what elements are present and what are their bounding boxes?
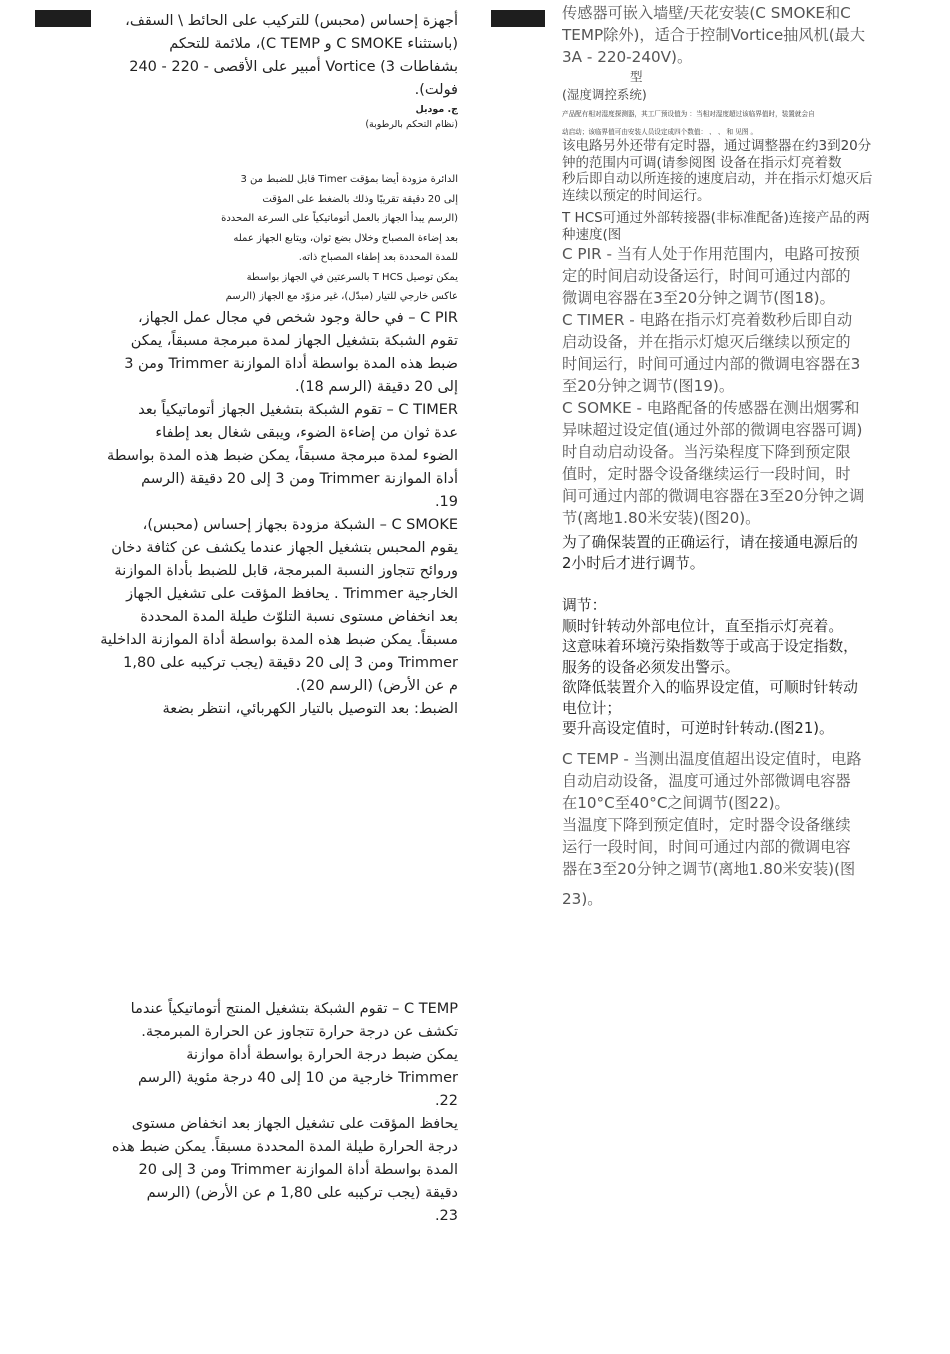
- chinese-pir-section: [562, 243, 950, 309]
- chinese-smoke-line: 间可通过内部的微调电容器在3至20分钟之调: [562, 487, 865, 506]
- chinese-temp-line: 自动启动设备，温度可通过外部微调电容器: [562, 771, 851, 790]
- chinese-tiny-line: 产品配有相对湿度探测器，其工厂预设值为 ：当相对湿度超过该临界值时，装置就会自: [562, 110, 815, 118]
- chinese-timer-line: 该电路另外还带有定时器，通过调整器在约3到20分: [562, 138, 872, 154]
- chinese-hcs-line: T HCS可通过外部转接器(非标准配备)连接产品的两: [562, 209, 870, 226]
- arabic-timer-line: للمدة المحددة بعد إطفاء المصباح ذاته.: [298, 252, 458, 263]
- arabic-temp-section: [98, 998, 458, 1113]
- arabic-timer-section: [98, 170, 458, 307]
- arabic-timer-line: يمكن توصيل T HCS بالسرعتين في الجهاز بواسطة: [246, 271, 458, 283]
- chinese-timer-section: [562, 138, 950, 205]
- arabic-timer-line: بعد إضاءة المصباح وخلال بضع ثوان، ويتابع الجهاز عمله: [233, 232, 458, 244]
- arabic-intro-line: أجهزة إحساس (محبس) للتركيب على الحائط \ السقف،: [125, 13, 458, 29]
- chinese-temp-line: 在10°C至40°C之间调节(图22)。: [562, 793, 790, 812]
- arabic-pir-line: C PIR – في حالة وجود شخص في مجال عمل الجهاز،: [137, 309, 458, 326]
- chinese-timer2-line: 至20分钟之调节(图19)。: [562, 377, 735, 396]
- arabic-timer2-line: 19.: [434, 493, 458, 510]
- chinese-timer-line: 连续以预定的时间运行。: [562, 188, 711, 205]
- chinese-timer-line: 钟的范围内可调(请参阅图 设备在指示灯亮着数: [562, 154, 842, 171]
- arabic-temp-line: تكشف عن درجة حرارة تتجاوز عن الحرارة المبرمجة.: [141, 1024, 458, 1040]
- arabic-smoke-line: الضبط: بعد التوصيل بالتيار الكهربائي، انتظر بضعة: [162, 700, 458, 717]
- chinese-hcs-line: 种速度(图: [562, 226, 622, 243]
- arabic-pir-line: إلى 20 دقيقة (الرسم 18).: [295, 378, 458, 395]
- arabic-smoke-line: C SMOKE – الشبكة مزودة بجهاز إحساس (محبس)،: [142, 516, 458, 533]
- chinese-pir-line: 定的时间启动设备运行，时间可通过内部的: [562, 267, 851, 286]
- arabic-smoke-line: م عن الأرض) (الرسم 20).: [295, 677, 458, 694]
- chinese-pir-line: 微调电容器在3至20分钟之调节(图18)。: [562, 289, 835, 308]
- arabic-timer2-line: عدة ثوان من إضاءة الضوء، ويبقى شغال بعد إطفاء: [155, 424, 458, 441]
- chinese-smoke-line: 值时，定时器令设备继续运行一段时间，时: [562, 465, 851, 484]
- arabic-timer2-line: أداة الموازنة Trimmer ومن 3 إلى 20 دقيقة (الرسم: [141, 470, 458, 487]
- arabic-smoke-line: الخارجية Trimmer . يحافظ المؤقت على تشغيل الجهاز: [126, 585, 458, 602]
- arabic-smoke-line: وروائح تتجاوز النسبة المبرمجة، قابل للضبط بأداة الموازنة: [114, 562, 458, 579]
- arabic-temp-timer-line: المدة بواسطة أداة الموازنة Trimmer ومن 3 إلى 20: [138, 1162, 458, 1178]
- chinese-column: [562, 2, 950, 910]
- arabic-intro-line: بشفاطات Vortice (3 أمبير على الأقصى - 220 - 240: [129, 59, 458, 75]
- chinese-hcs-section: [562, 210, 950, 243]
- arabic-timer-line: عاكس خارجي للتيار (مبدّل)، غير مزوّد مع الجهاز (الرسم: [225, 291, 458, 302]
- chinese-intro: [562, 2, 950, 68]
- arabic-temp-timer-line: يحافظ المؤقت على تشغيل الجهاز بعد انخفاض مستوى: [131, 1116, 458, 1132]
- chinese-adjust-line: 电位计；: [562, 699, 622, 717]
- chinese-warmup-line: 2小时后才进行调节。: [562, 554, 705, 572]
- arabic-timer-line: (الرسم يبدأ الجهاز بالعمل أتوماتيكياً على السرعة المحددة: [221, 213, 458, 224]
- chinese-temp-line: 器在3至20分钟之调节(离地1.80米安装)(图: [562, 859, 856, 878]
- black-label-bar-right: [491, 10, 545, 27]
- arabic-temp-timer-line: درجة الحرارة طيلة المدة المحددة مسبقاً. يمكن ضبط هذه: [111, 1139, 458, 1155]
- chinese-adjust-line: 顺时针转动外部电位计，直至指示灯亮着。: [562, 617, 844, 635]
- chinese-temp-section: [562, 748, 950, 880]
- arabic-timer-line: إلى 20 دقيقة تقريبًا وذلك بالضغط على المؤقت: [262, 193, 458, 205]
- arabic-temp-timer-line: دقيقة (يجب تركيبه على 1,80 م عن الأرض) (الرسم: [146, 1185, 458, 1201]
- arabic-smoke-line: يقوم المحبس بتشغيل الجهاز عندما يكشف عن كثافة دخان: [111, 539, 458, 556]
- arabic-column-top: [98, 10, 458, 721]
- chinese-temp-line: 运行一段时间，时间可通过内部的微调电容: [562, 837, 851, 856]
- chinese-smoke-section: [562, 397, 950, 529]
- chinese-model-sub: (湿度调控系统): [562, 87, 647, 102]
- arabic-temp-line: C TEMP – تقوم الشبكة بتشغيل المنتج أتوماتيكياً عندما: [130, 1001, 458, 1017]
- chinese-smoke-line: C SOMKE - 电路配备的传感器在测出烟雾和: [562, 399, 860, 418]
- arabic-column-bottom: [98, 998, 458, 1228]
- chinese-smoke-line: 节(离地1.80米安装)(图20)。: [562, 509, 761, 528]
- chinese-adjust-line: 要升高设定值时，可逆时针转动.(图21)。: [562, 720, 834, 738]
- arabic-pir-section: [98, 307, 458, 399]
- chinese-intro-line: TEMP除外)，适合于控制Vortice抽风机(最大: [562, 26, 866, 44]
- chinese-timer2-line: 启动设备，并在指示灯熄灭后继续以预定的: [562, 333, 851, 352]
- chinese-timer2-section: [562, 309, 950, 397]
- arabic-pir-line: ضبط هذه المدة بواسطة أداة الموازنة Trimmer ومن 3: [124, 355, 458, 372]
- chinese-temp-line: C TEMP - 当测出温度值超出设定值时，电路: [562, 749, 862, 768]
- chinese-adjust-section: [562, 617, 950, 740]
- arabic-smoke-line: مسبقاً. يمكن ضبط هذه المدة بواسطة أداة الموازنة الداخلية: [100, 631, 458, 648]
- arabic-timer2-line: C TIMER – تقوم الشبكة بتشغيل الجهاز أتوماتيكياً بعد: [138, 401, 458, 418]
- arabic-timer2-line: الضوء لمدة مبرمجة مسبقاً، يمكن ضبط هذه المدة بواسطة: [107, 447, 458, 464]
- arabic-temp-timer-section: [98, 1113, 458, 1228]
- chinese-temp-line: 当温度下降到预定值时，定时器令设备继续: [562, 815, 851, 834]
- arabic-pir-line: تقوم الشبكة بتشغيل الجهاز لمدة مبرمجة مسبقاً، يمكن: [130, 332, 458, 349]
- chinese-warmup-line: 为了确保装置的正确运行，请在接通电源后的: [562, 534, 858, 552]
- arabic-smoke-line: Trimmer ومن 3 إلى 20 دقيقة (يجب تركيبه على 1,80: [123, 654, 458, 671]
- arabic-intro-line: (باستثناء C SMOKE و C TEMP)، ملائمة للتحكم: [169, 36, 458, 52]
- chinese-pir-line: C PIR - 当有人处于作用范围内，电路可按预: [562, 245, 860, 264]
- chinese-adjust-line: 这意味着环境污染指数等于或高于设定指数，: [562, 638, 858, 656]
- arabic-temp-timer-line: 23.: [434, 1208, 458, 1224]
- arabic-smoke-line: بعد انخفاض مستوى نسبة التلوّث طيلة المدة المحددة: [140, 608, 458, 625]
- chinese-timer-line: 秒后即自动以所连接的速度启动，并在指示灯熄灭后: [562, 171, 873, 188]
- chinese-timer2-line: C TIMER - 电路在指示灯亮着数秒后即自动: [562, 311, 853, 330]
- chinese-adjust-title: 调节：: [562, 597, 607, 615]
- chinese-intro-line: 传感器可嵌入墙壁/天花安装(C SMOKE和C: [562, 4, 851, 22]
- chinese-adjust-line: 欲降低装置介入的临界设定值，可顺时针转动: [562, 679, 858, 697]
- arabic-model-subheading: (نظام التحكم بالرطوبة): [365, 119, 458, 130]
- arabic-smoke-section: [98, 514, 458, 721]
- chinese-temp-end: 23)。: [562, 889, 603, 908]
- black-label-bar-left: [35, 10, 91, 27]
- arabic-model-heading: ج. موديل: [415, 104, 458, 115]
- arabic-intro: [98, 10, 458, 102]
- arabic-temp-line: يمكن ضبط درجة الحرارة بواسطة أداة موازنة: [186, 1047, 458, 1063]
- arabic-timer2-section: [98, 399, 458, 514]
- arabic-temp-line: Trimmer خارجية من 10 إلى 40 درجة مئوية (الرسم: [137, 1070, 458, 1086]
- chinese-intro-line: 3A - 220-240V)。: [562, 48, 693, 66]
- chinese-timer2-line: 时间运行，时间可通过内部的微调电容器在3: [562, 355, 861, 374]
- chinese-tiny-line: 动启动；该临界值可由安装人员设定成四个数值： 、 、 和 见图 。: [562, 128, 758, 136]
- arabic-intro-line: فولت).: [414, 82, 458, 98]
- chinese-adjust-line: 服务的设备必须发出警示。: [562, 658, 740, 676]
- chinese-smoke-line: 异味超过设定值(通过外部的微调电容器可调): [562, 421, 863, 440]
- chinese-smoke-line: 时自动启动设备。当污染程度下降到预定限: [562, 443, 851, 462]
- arabic-timer-line: الدائرة مزودة أيضا بمؤقت Timer قابل للضبط من 3: [240, 174, 458, 185]
- chinese-warmup-section: [562, 533, 950, 574]
- chinese-model-type: 型: [630, 69, 643, 84]
- arabic-temp-line: 22.: [434, 1093, 458, 1109]
